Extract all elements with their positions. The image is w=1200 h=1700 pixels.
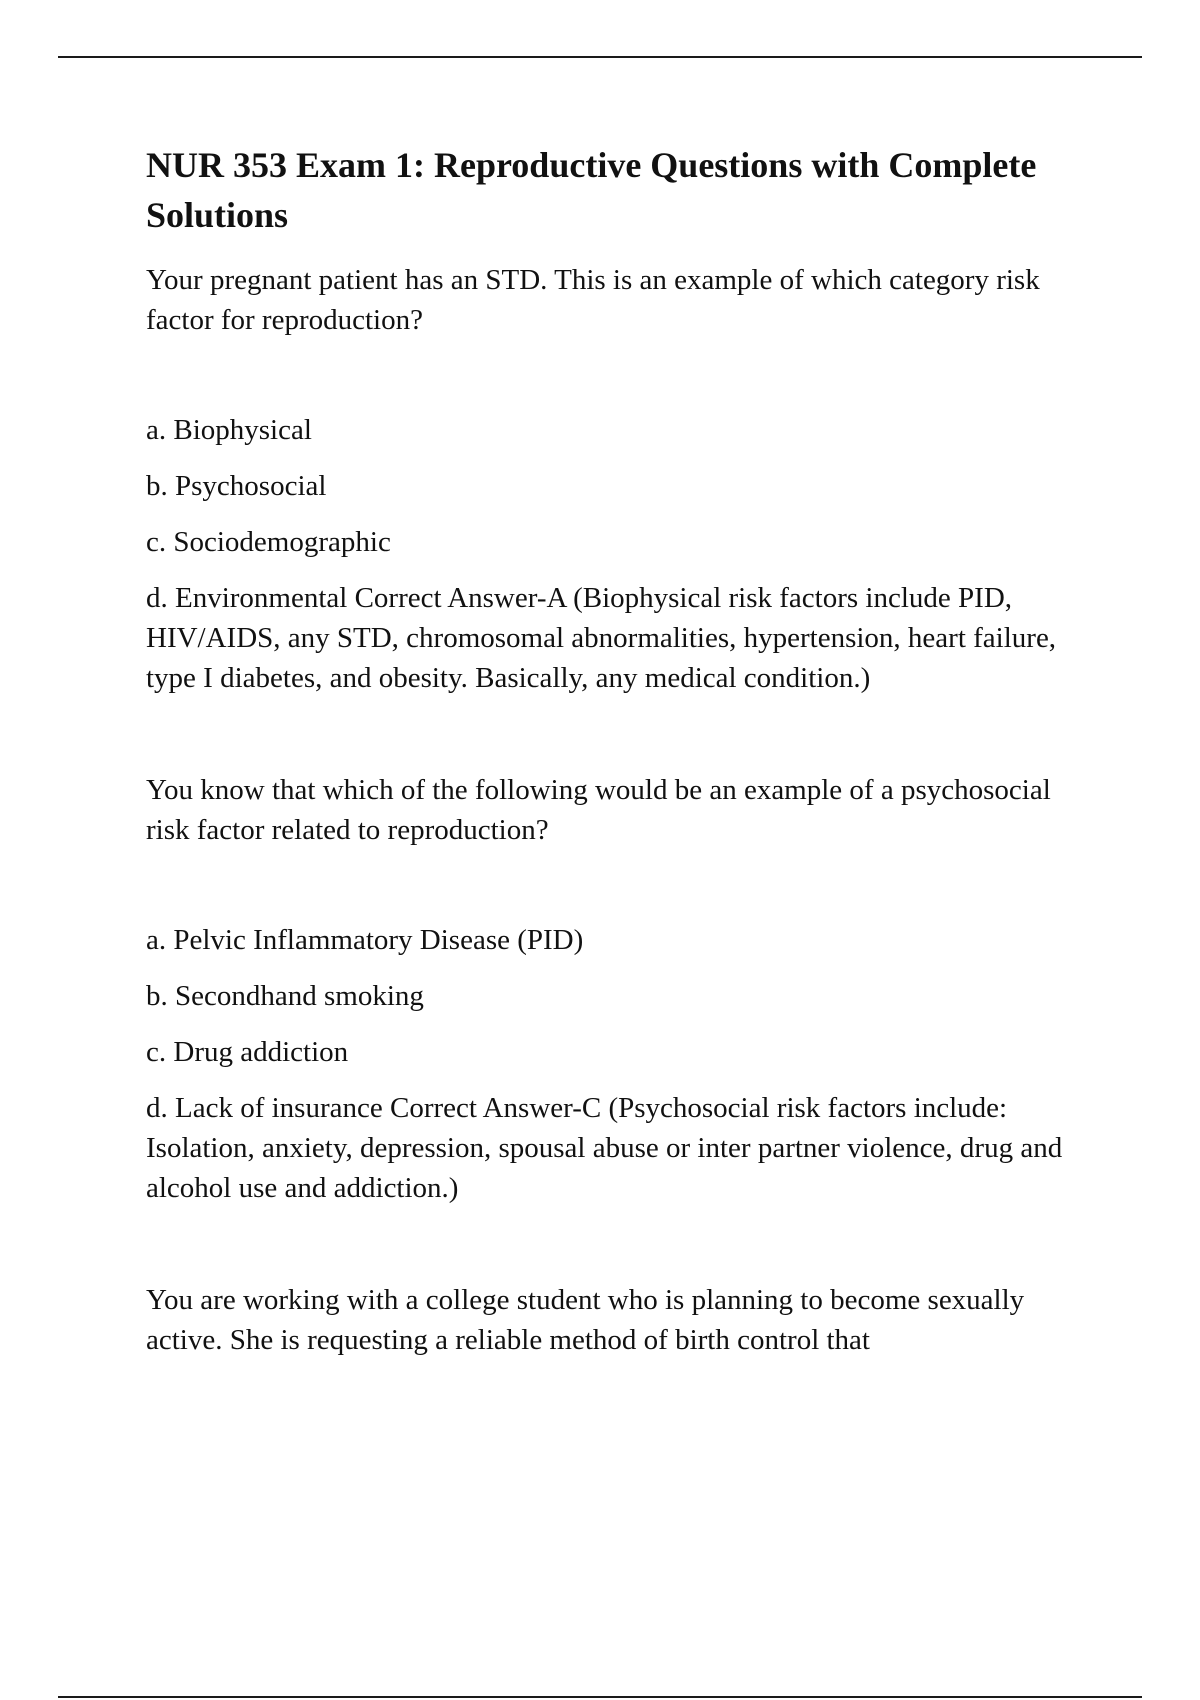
question-2-option-b: b. Secondhand smoking	[146, 980, 424, 1012]
question-1-text: Your pregnant patient has an STD. This is an example of which category risk factor for reproduction?	[146, 264, 1040, 336]
question-2-options	[146, 920, 1096, 1208]
question-1-option-a: a. Biophysical	[146, 414, 312, 446]
document-body	[146, 140, 1096, 1360]
document-title: NUR 353 Exam 1: Reproductive Questions with Complete Solutions	[146, 145, 1037, 235]
question-1-options	[146, 410, 1096, 698]
footer-rule	[58, 1696, 1142, 1698]
question-1-option-d-answer: d. Environmental Correct Answer-A (Biophysical risk factors include PID, HIV/AIDS, any STD, chromosomal abnormalities, hypertension, heart failure, type I diabetes, and obesity. Basically, any medical condition.)	[146, 582, 1057, 694]
question-2-option-d-answer: d. Lack of insurance Correct Answer-C (Psychosocial risk factors include: Isolation, anxiety, depression, spousal abuse or inter partner violence, drug and alcohol use and addiction.)	[146, 1092, 1063, 1204]
question-1-option-c: c. Sociodemographic	[146, 526, 391, 558]
question-1-option-b: b. Psychosocial	[146, 470, 327, 502]
header-rule	[58, 56, 1142, 58]
question-3-text: You are working with a college student who is planning to become sexually active. She is requesting a reliable method of birth control that	[146, 1284, 1025, 1356]
question-2-option-a: a. Pelvic Inflammatory Disease (PID)	[146, 924, 584, 956]
question-2-option-c: c. Drug addiction	[146, 1036, 349, 1068]
question-2-text: You know that which of the following would be an example of a psychosocial risk factor related to reproduction?	[146, 774, 1051, 846]
